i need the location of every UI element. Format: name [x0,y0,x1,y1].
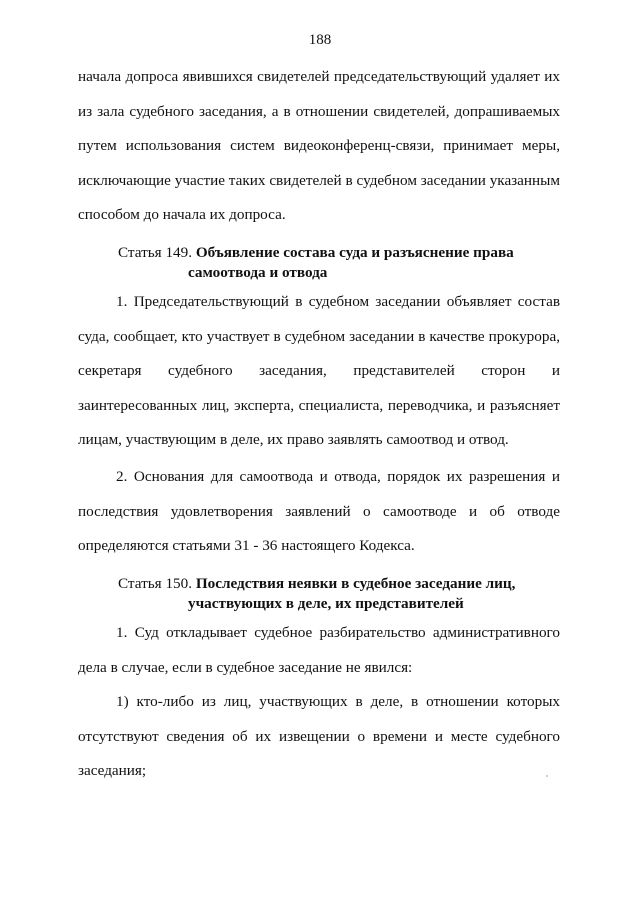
text-line: последствия удовлетворения заявлений о самоотводе и об отводе [78,502,560,520]
text-line: начала допроса явившихся свидетелей председательствующий удаляет их [78,68,560,85]
text-line: путем использования систем видеоконференц-связи, принимает меры, [78,137,560,154]
text-line: 1. Суд откладывает судебное разбирательство административного [116,624,560,641]
article-title-continued: участвующих в деле, их представителей [188,595,464,612]
article-title: Объявление состава суда и разъяснение права [195,244,514,261]
text-line: 2. Основания для самоотвода и отвода, порядок их разрешения и [116,468,560,485]
article-149-paragraph-2 [78,460,560,564]
article-heading-line [118,243,514,263]
article-heading-line [118,574,515,594]
text-line: определяются статьями 31 - 36 настоящего Кодекса. [78,537,415,554]
article-150-paragraph-1 [78,616,560,685]
text-line: отсутствуют сведения об их извещении о времени и месте судебного [78,727,560,745]
article-title: Последствия неявки в судебное заседание лиц, [195,575,516,592]
page-number: 188 [308,32,332,48]
article-150-item-1 [78,685,560,789]
text-line: 1) кто-либо из лиц, участвующих в деле, в отношении которых [116,693,560,710]
article-149-paragraph-1 [78,285,560,458]
text-line: 1. Председательствующий в судебном заседании объявляет состав [116,293,560,310]
text-line: исключающие участие таких свидетелей в судебном заседании указанным [78,171,560,189]
article-150-heading [118,574,515,614]
text-line: дела в случае, если в судебное заседание не явился: [78,658,413,676]
article-number: Статья 149. [118,244,193,261]
text-line: из зала судебного заседания, а в отношении свидетелей, допрашиваемых [78,102,560,120]
paragraph-continuation [78,60,560,233]
article-number: Статья 150. [118,575,193,592]
article-title-continued: самоотвода и отвода [188,264,328,281]
text-line: способом до начала их допроса. [78,206,286,223]
text-line: суда, сообщает, кто участвует в судебном заседании в качестве прокурора, [78,327,560,345]
text-line: заинтересованных лиц, эксперта, специалиста, переводчика, и разъясняет [78,396,560,414]
article-149-heading [118,243,514,283]
text-line: заседания; [78,762,147,779]
text-line: секретаря судебного заседания, представителей сторон и [78,362,560,379]
text-line: лицам, участвующим в деле, их право заявлять самоотвод и отвод. [78,431,509,448]
scan-speck [546,775,548,777]
